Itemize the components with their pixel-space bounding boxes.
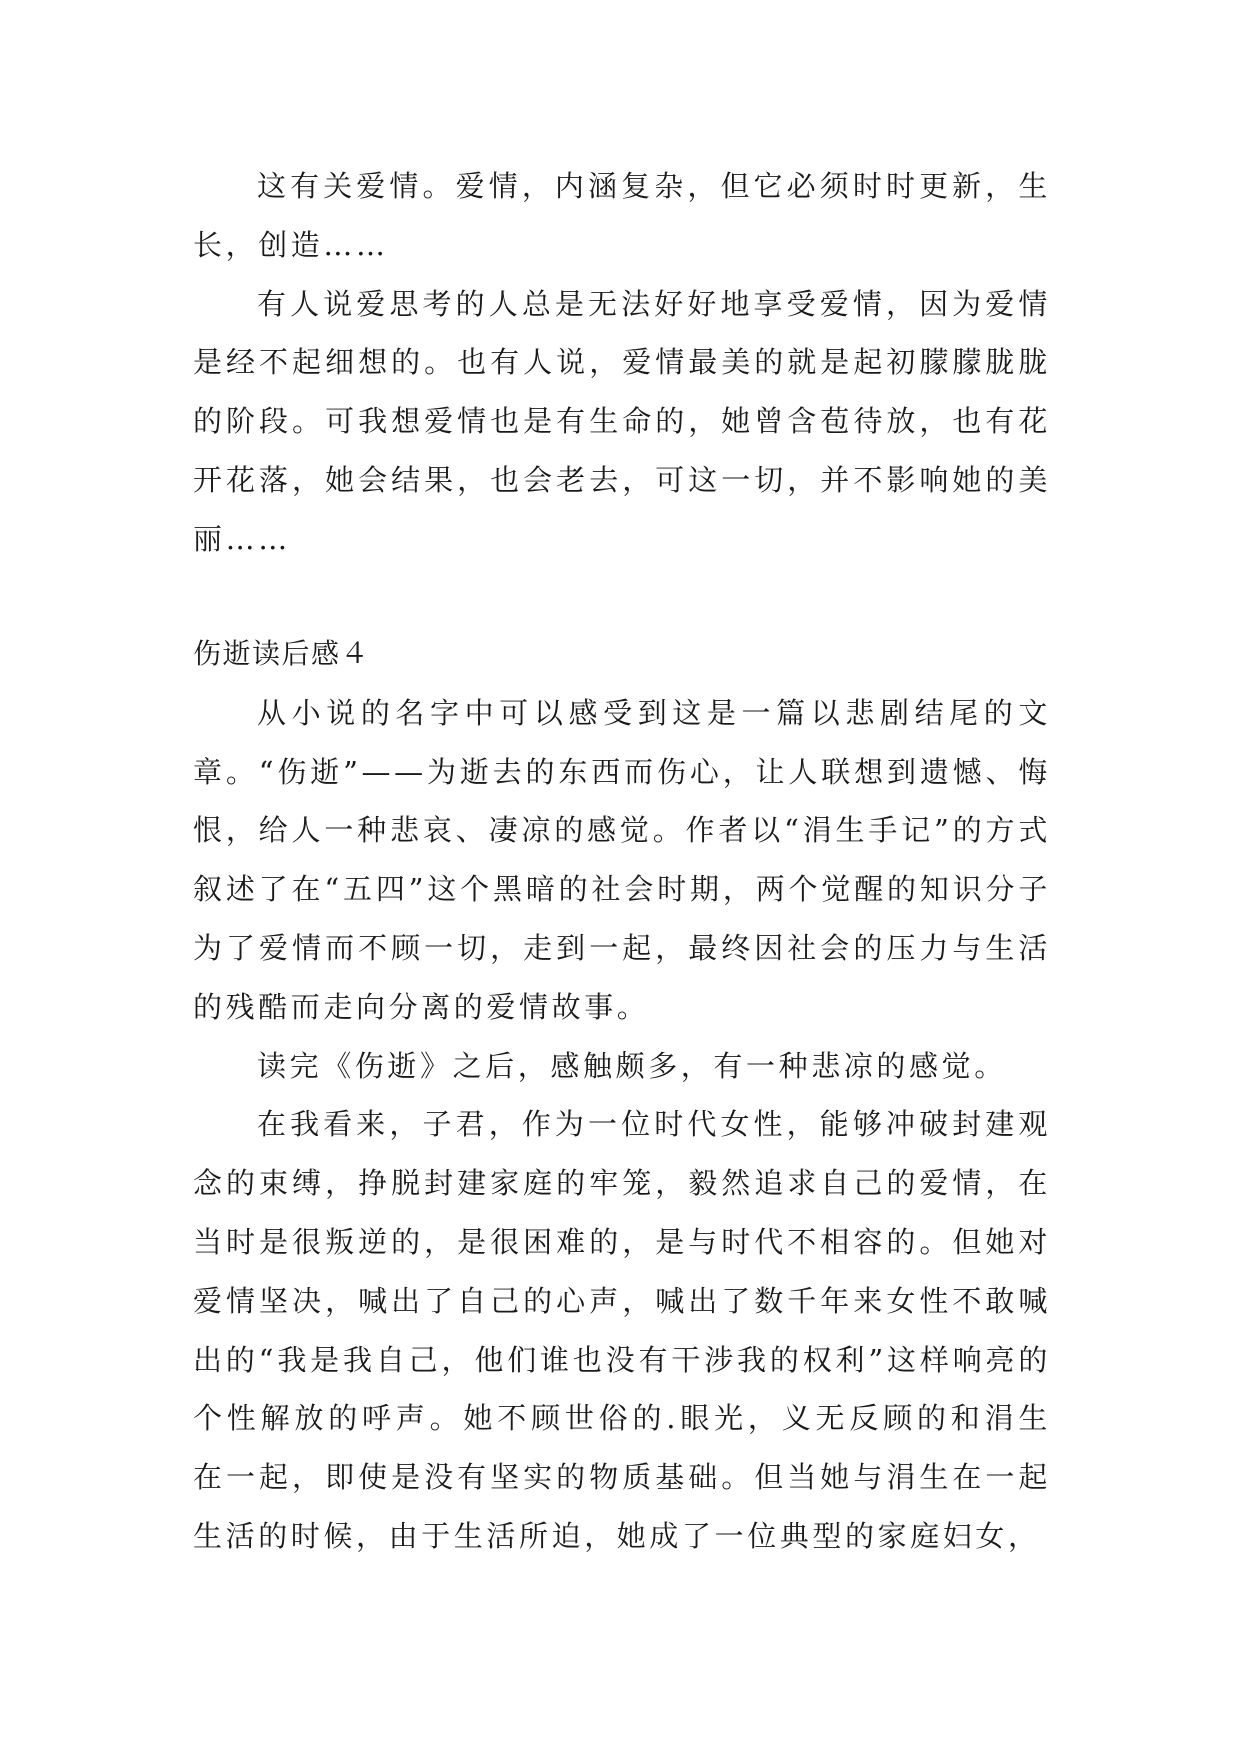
text-block-section [193, 625, 1051, 1566]
paragraph: 有人说爱思考的人总是无法好好地享受爱情，因为爱情是经不起细想的。也有人说，爱情最美的就是起初朦朦胧胧的阶段。可我想爱情也是有生命的，她曾含苞待放，也有花开花落，她会结果，也会老去，可这一切，并不影响她的美丽…… [193, 286, 1051, 556]
paragraph: 读完《伤逝》之后，感触颇多，有一种悲凉的感觉。 [257, 1048, 1007, 1083]
paragraph: 这有关爱情。爱情，内涵复杂，但它必须时时更新，生长，创造…… [193, 169, 1051, 262]
paragraph: 在我看来，子君，作为一位时代女性，能够冲破封建观念的束缚，挣脱封建家庭的牢笼，毅然追求自己的爱情，在当时是很叛逆的，是很困难的，是与时代不相容的。但她对爱情坚决，喊出了自己的心声，喊出了数千年来女性不敢喊出的“我是我自己，他们谁也没有干涉我的权利”这样响亮的个性解放的呼声。她不顾世俗的.眼光，义无反顾的和涓生在一起，即使是没有坚实的物质基础。但当她与涓生在一起生活的时候，由于生活所迫，她成了一位典型的家庭妇女， [193, 1107, 1051, 1553]
paragraph: 从小说的名字中可以感受到这是一篇以悲剧结尾的文章。“伤逝”——为逝去的东西而伤心，让人联想到遗憾、悔恨，给人一种悲哀、凄凉的感觉。作者以“涓生手记”的方式叙述了在“五四”这个黑暗的社会时期，两个觉醒的知识分子为了爱情而不顾一切，走到一起，最终因社会的压力与生活的残酷而走向分离的爱情故事。 [193, 695, 1051, 1024]
section-title: 伤逝读后感４ [193, 637, 371, 670]
text-block-top [193, 157, 1051, 569]
